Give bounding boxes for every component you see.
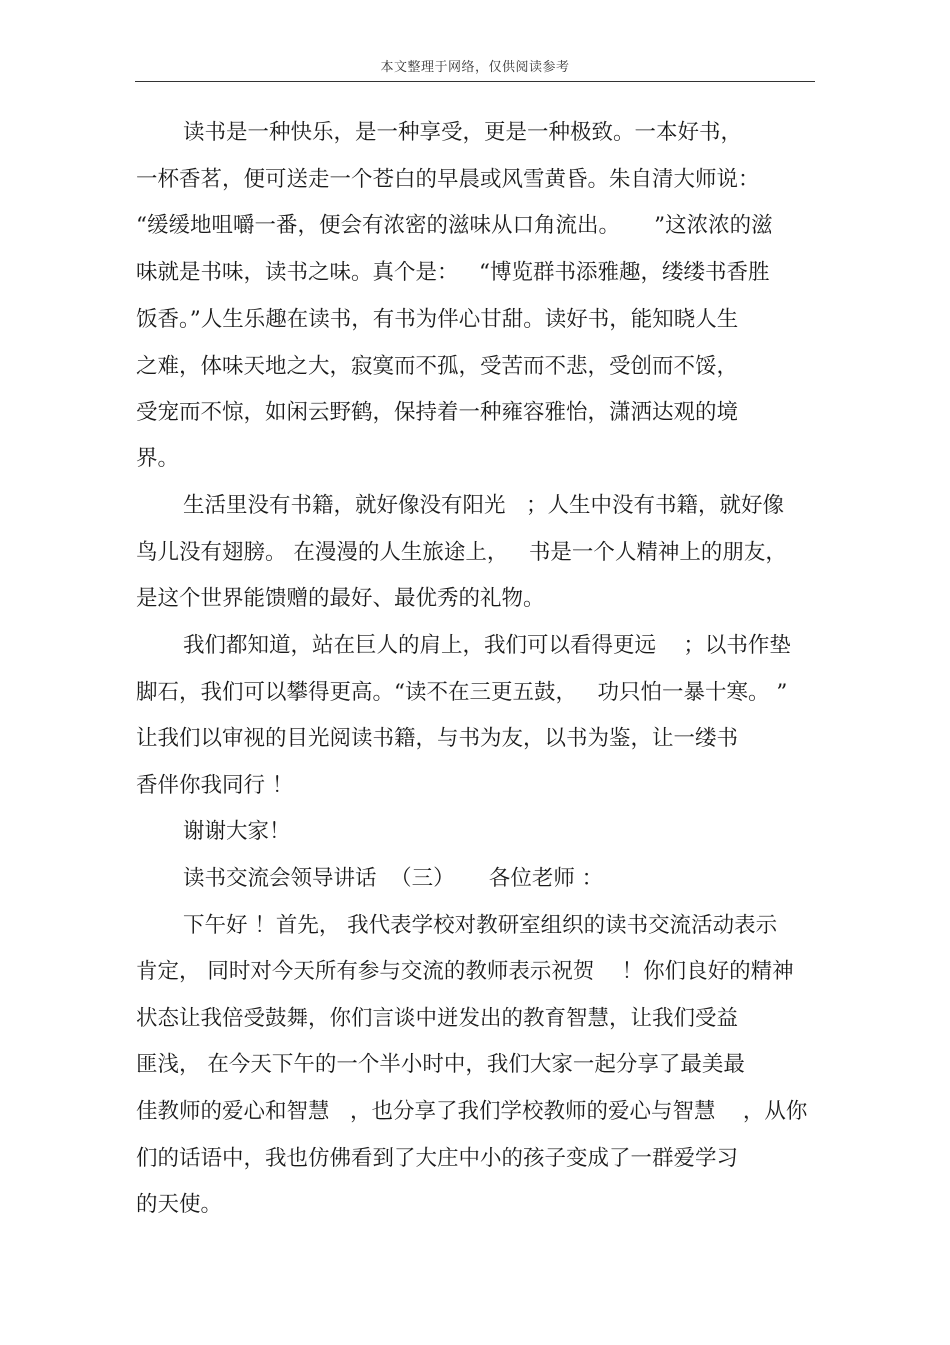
text-line: 匪浅， 在今天下午的一个半小时中，我们大家一起分享了最美最 (136, 1052, 745, 1077)
text-line: 是这个世界能馈赠的最好、最优秀的礼物。 (136, 586, 545, 611)
text-line: 受宠而不惊，如闲云野鹤，保持着一种雍容雅怡，潇洒达观的境 (136, 400, 739, 425)
text-line: 的天使。 (136, 1192, 223, 1217)
text-line: 一杯香茗，便可送走一个苍白的早晨或风雪黄昏。朱自清大师说： (136, 167, 760, 192)
text-line: 饭香。”人生乐趣在读书，有书为伴心甘甜。读好书，能知晓人生 (136, 307, 739, 332)
text-line: 之难，体味天地之大，寂寞而不孤，受苦而不悲，受创而不馁， (136, 354, 739, 379)
text-line: 读书交流会领导讲话 （三） 各位老师 ： (183, 866, 604, 891)
text-line: 香伴你我同行 ！ (136, 773, 294, 798)
text-line: “缓缓地咀嚼一番，便会有浓密的滋味从口角流出。 ”这浓浓的滋 (136, 213, 773, 238)
text-line: 我们都知道，站在巨人的肩上，我们可以看得更远 ；以书作垫 (183, 633, 791, 658)
text-line: 读书是一种快乐，是一种享受，更是一种极致。一本好书， (183, 120, 743, 145)
text-line: 鸟儿没有翅膀。 在漫漫的人生旅途上， 书是一个人精神上的朋友， (136, 540, 787, 565)
text-line: 状态让我倍受鼓舞，你们言谈中迸发出的教育智慧，让我们受益 (136, 1006, 739, 1031)
text-line: 脚石，我们可以攀得更高。“读不在三更五鼓， 功只怕一暴十寒。 ” (136, 680, 788, 705)
text-line: 谢谢大家！ (183, 819, 291, 844)
text-line: 肯定， 同时对今天所有参与交流的教师表示祝贺 ！你们良好的精神 (136, 959, 794, 984)
text-line: 让我们以审视的目光阅读书籍，与书为友，以书为鉴，让一缕书 (136, 726, 739, 751)
page-header: 本文整理于网络，仅供阅读参考 (380, 60, 570, 75)
text-line: 们的话语中，我也仿佛看到了大庄中小的孩子变成了一群爱学习 (136, 1146, 739, 1171)
text-line: 佳教师的爱心和智慧 ，也分享了我们学校教师的爱心与智慧 ，从你 (136, 1099, 808, 1124)
text-line: 生活里没有书籍，就好像没有阳光 ；人生中没有书籍，就好像 (183, 493, 785, 518)
text-line: 味就是书味，读书之味。真个是： “博览群书添雅趣，缕缕书香胜 (136, 260, 770, 285)
text-line: 界。 (136, 446, 180, 471)
text-line: 下午好 ！首先， 我代表学校对教研室组织的读书交流活动表示 (183, 913, 778, 938)
